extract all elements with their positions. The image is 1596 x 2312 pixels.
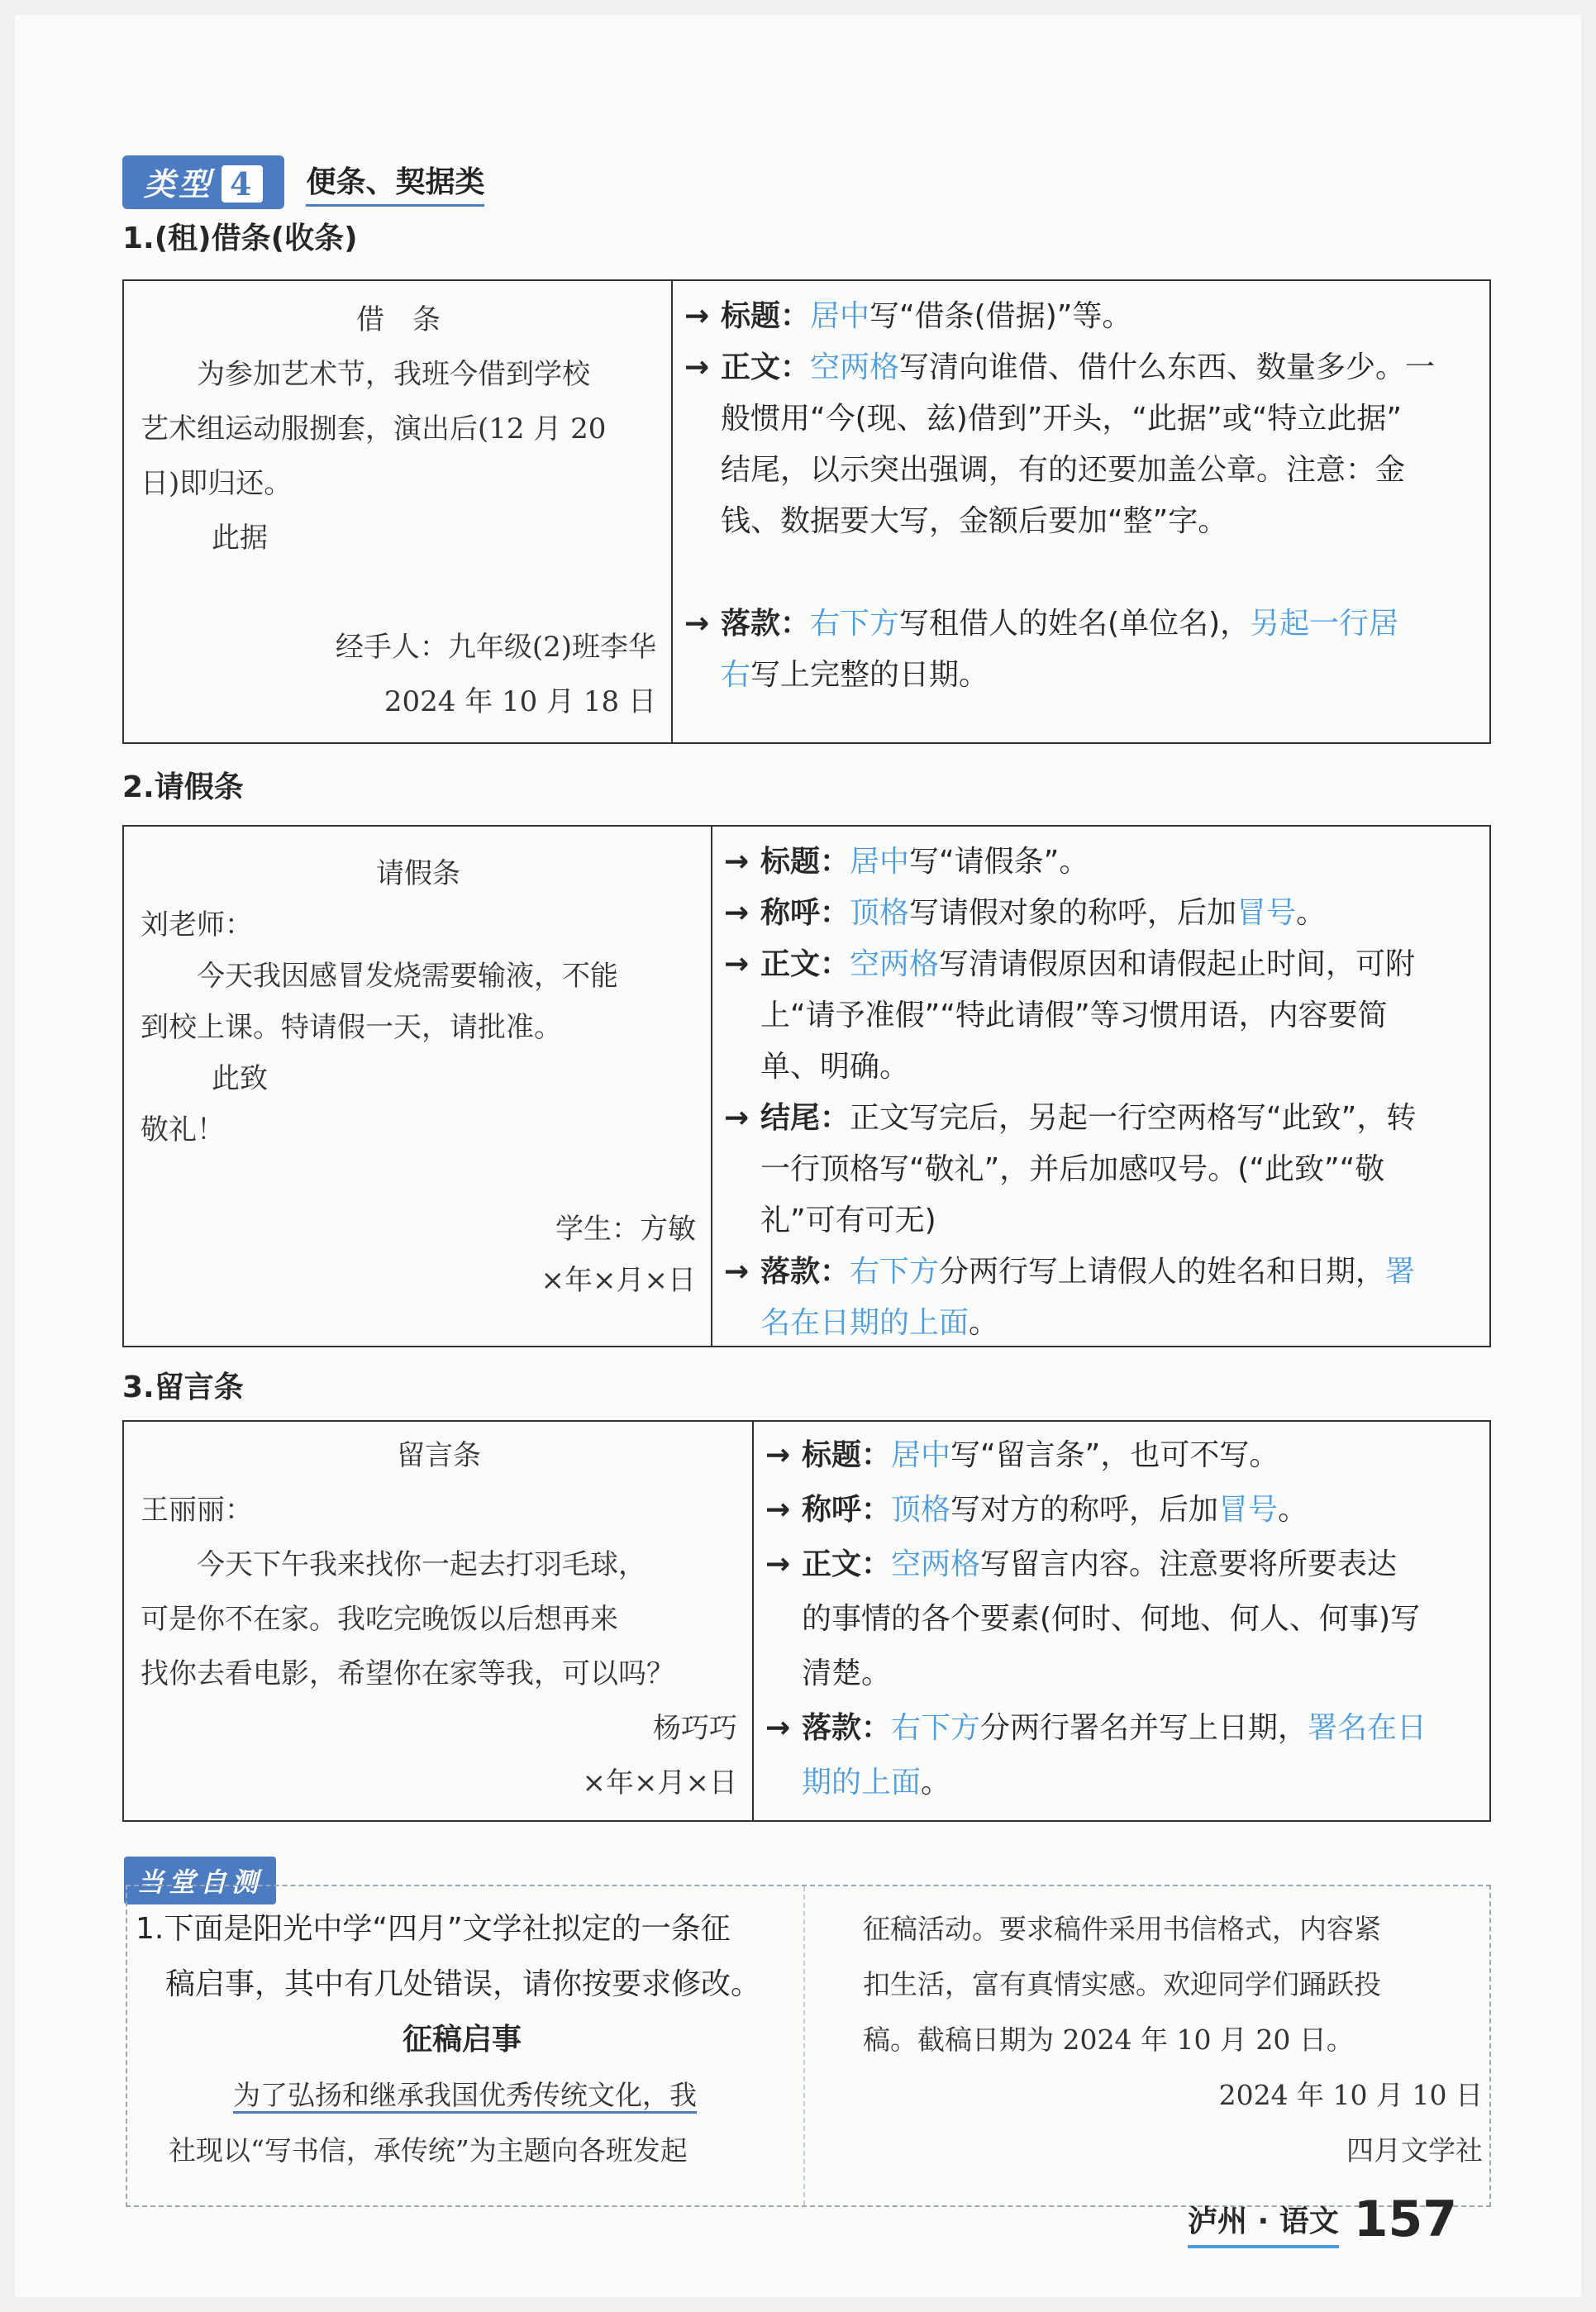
question-1-line-2: 稿启事，其中有几处错误，请你按要求修改。 [165, 1967, 761, 2001]
arrow-icon: → [684, 350, 710, 384]
liuyan-body-3: 找你去看电影，希望你在家等我，可以吗？ [141, 1657, 674, 1690]
qingjia-cizhi: 此致 [212, 1062, 268, 1095]
liuyan-note-body-3: 清楚。 [802, 1657, 892, 1690]
arrow-icon: → [724, 1255, 750, 1289]
qingjia-note-salute: 称呼：顶格写请假对象的称呼，后加冒号。 [760, 896, 1327, 930]
liuyan-body-2: 可是你不在家。我吃完晚饭以后想再来 [141, 1603, 618, 1636]
qingjia-salute: 刘老师： [141, 908, 253, 941]
liuyan-note-title: 标题：居中写“留言条”，也可不写。 [802, 1438, 1279, 1472]
qingjia-note-end-3: 礼”可有可无) [760, 1204, 936, 1237]
qingjia-note-body-3: 单、明确。 [760, 1050, 910, 1084]
arrow-icon: → [765, 1711, 791, 1745]
jietiao-sign: 经手人：九年级(2)班李华 [335, 631, 656, 664]
arrow-icon: → [724, 947, 750, 981]
jietiao-notes [673, 281, 1489, 742]
liuyan-body-1: 今天下午我来找你一起去打羽毛球， [197, 1548, 646, 1581]
qingjia-note-title: 标题：居中写“请假条”。 [760, 845, 1089, 879]
liuyan-note-body: 正文：空两格写留言内容。注意要将所要表达 [802, 1547, 1398, 1581]
question-1-text-5: 稿。截稿日期为 2024 年 10 月 20 日。 [863, 2024, 1354, 2056]
arrow-icon: → [724, 845, 750, 879]
liuyan-table [122, 1420, 1491, 1822]
jietiao-body-3: 日)即归还。 [141, 467, 293, 500]
jietiao-date: 2024 年 10 月 18 日 [384, 685, 656, 718]
jietiao-title: 借 条 [356, 303, 441, 336]
type-badge [122, 155, 284, 209]
jietiao-note-body-2: 般惯用“今(现、兹)借到”开头，“此据”或“特立此据” [721, 402, 1402, 436]
arrow-icon: → [765, 1547, 791, 1581]
question-1-text-4: 扣生活，富有真情实感。欢迎同学们踊跃投 [863, 1968, 1381, 2000]
selftest-box [126, 1885, 1491, 2207]
selftest-col-right [805, 1886, 1489, 2205]
jietiao-note-sign-2: 写上完整的日期。 [750, 658, 989, 692]
arrow-icon: → [765, 1438, 791, 1472]
arrow-icon: → [724, 1101, 750, 1135]
type-badge-number: 4 [222, 165, 263, 203]
question-1-text-3: 征稿活动。要求稿件采用书信格式，内容紧 [863, 1913, 1381, 1945]
liuyan-note-sign-blue: 期的上面 [802, 1766, 922, 1800]
qingjia-table [122, 825, 1491, 1347]
question-1-text-2: 社现以“写书信，承传统”为主题向各班发起 [169, 2134, 688, 2167]
liuyan-salute: 王丽丽： [141, 1494, 253, 1527]
qingjia-sign: 学生：方敏 [555, 1213, 696, 1246]
jietiao-note-title: → 标题：居中写“借条(借据)”等。 [684, 291, 1476, 342]
page-footer [1188, 2190, 1457, 2248]
type-title: 便条、契据类 [306, 159, 484, 207]
liuyan-title: 留言条 [397, 1439, 481, 1472]
arrow-icon: → [765, 1493, 791, 1527]
qingjia-jingli: 敬礼！ [141, 1113, 225, 1146]
jietiao-note-body: → 正文：空两格写清向谁借、借什么东西、数量多少。一 [684, 342, 1476, 393]
liuyan-note-sign-end: 。 [921, 1766, 951, 1800]
qingjia-notes [712, 827, 1489, 1346]
qingjia-note-body: 正文：空两格写清请假原因和请假起止时间，可附 [760, 947, 1416, 981]
arrow-icon: → [724, 896, 750, 930]
liuyan-date: ×年×月×日 [582, 1766, 737, 1800]
type-header [122, 155, 484, 209]
liuyan-sign: 杨巧巧 [653, 1712, 737, 1745]
type-badge-label: 类型 [144, 165, 214, 203]
jietiao-note-body-4: 钱、数据要大写，金额后要加“整”字。 [721, 504, 1228, 538]
qingjia-note-sign-end: 。 [969, 1306, 999, 1340]
question-1-org: 四月文学社 [1346, 2134, 1483, 2167]
liuyan-sample [124, 1422, 754, 1820]
qingjia-note-sign-blue: 名在日期的上面 [760, 1306, 970, 1340]
liuyan-notes [754, 1422, 1489, 1820]
jietiao-body-1: 为参加艺术节，我班今借到学校 [197, 358, 590, 391]
qingjia-sample [124, 827, 712, 1346]
question-1-notice-title: 征稿启事 [402, 2023, 522, 2057]
question-1-text-1: 为了弘扬和继承我国优秀传统文化，我 [233, 2079, 697, 2114]
jietiao-cidu: 此据 [212, 522, 268, 555]
jietiao-table [122, 279, 1491, 744]
jietiao-note-body-3: 结尾，以示突出强调，有的还要加盖公章。注意：金 [721, 453, 1406, 487]
jietiao-sample [124, 281, 673, 742]
arrow-icon: → [684, 299, 710, 333]
jietiao-body-2: 艺术组运动服捌套，演出后(12 月 20 [141, 412, 607, 446]
footer-area: 泸州 · 语文 [1188, 2198, 1339, 2248]
selftest-badge: 当堂自测 [124, 1857, 276, 1904]
liuyan-note-body-2: 的事情的各个要素(何时、何地、何人、何事)写 [802, 1602, 1421, 1636]
qingjia-note-sign: 落款：右下方分两行写上请假人的姓名和日期，署 [760, 1255, 1416, 1289]
qingjia-note-body-2: 上“请予准假”“特此请假”等习惯用语，内容要简 [760, 999, 1388, 1032]
page-number: 157 [1353, 2190, 1457, 2248]
qingjia-body-1: 今天我因感冒发烧需要输液，不能 [197, 960, 618, 993]
qingjia-date: ×年×月×日 [541, 1264, 696, 1297]
jietiao-note-sign: → 落款：右下方写租借人的姓名(单位名)，另起一行居 [684, 598, 1476, 650]
qingjia-title: 请假条 [376, 857, 460, 890]
question-1-line-1: 1.下面是阳光中学“四月”文学社拟定的一条征 [136, 1912, 731, 1946]
section-title-qingjia: 2.请假条 [122, 770, 244, 804]
arrow-icon: → [684, 607, 710, 641]
jietiao-note-sign-blue: 右 [721, 658, 751, 692]
section-title-liuyan: 3.留言条 [122, 1371, 244, 1404]
qingjia-body-2: 到校上课。特请假一天，请批准。 [141, 1011, 562, 1044]
liuyan-note-salute: 称呼：顶格写对方的称呼，后加冒号。 [802, 1493, 1308, 1527]
qingjia-note-end: 结尾：正文写完后，另起一行空两格写“此致”，转 [760, 1101, 1417, 1135]
selftest-col-left [127, 1886, 805, 2205]
question-1-date: 2024 年 10 月 10 日 [1218, 2079, 1483, 2111]
qingjia-note-end-2: 一行顶格写“敬礼”，并后加感叹号。(“此致”“敬 [760, 1152, 1385, 1186]
liuyan-note-sign: 落款：右下方分两行署名并写上日期，署名在日 [802, 1711, 1427, 1745]
section-title-jietiao: 1.(租)借条(收条) [122, 222, 358, 255]
